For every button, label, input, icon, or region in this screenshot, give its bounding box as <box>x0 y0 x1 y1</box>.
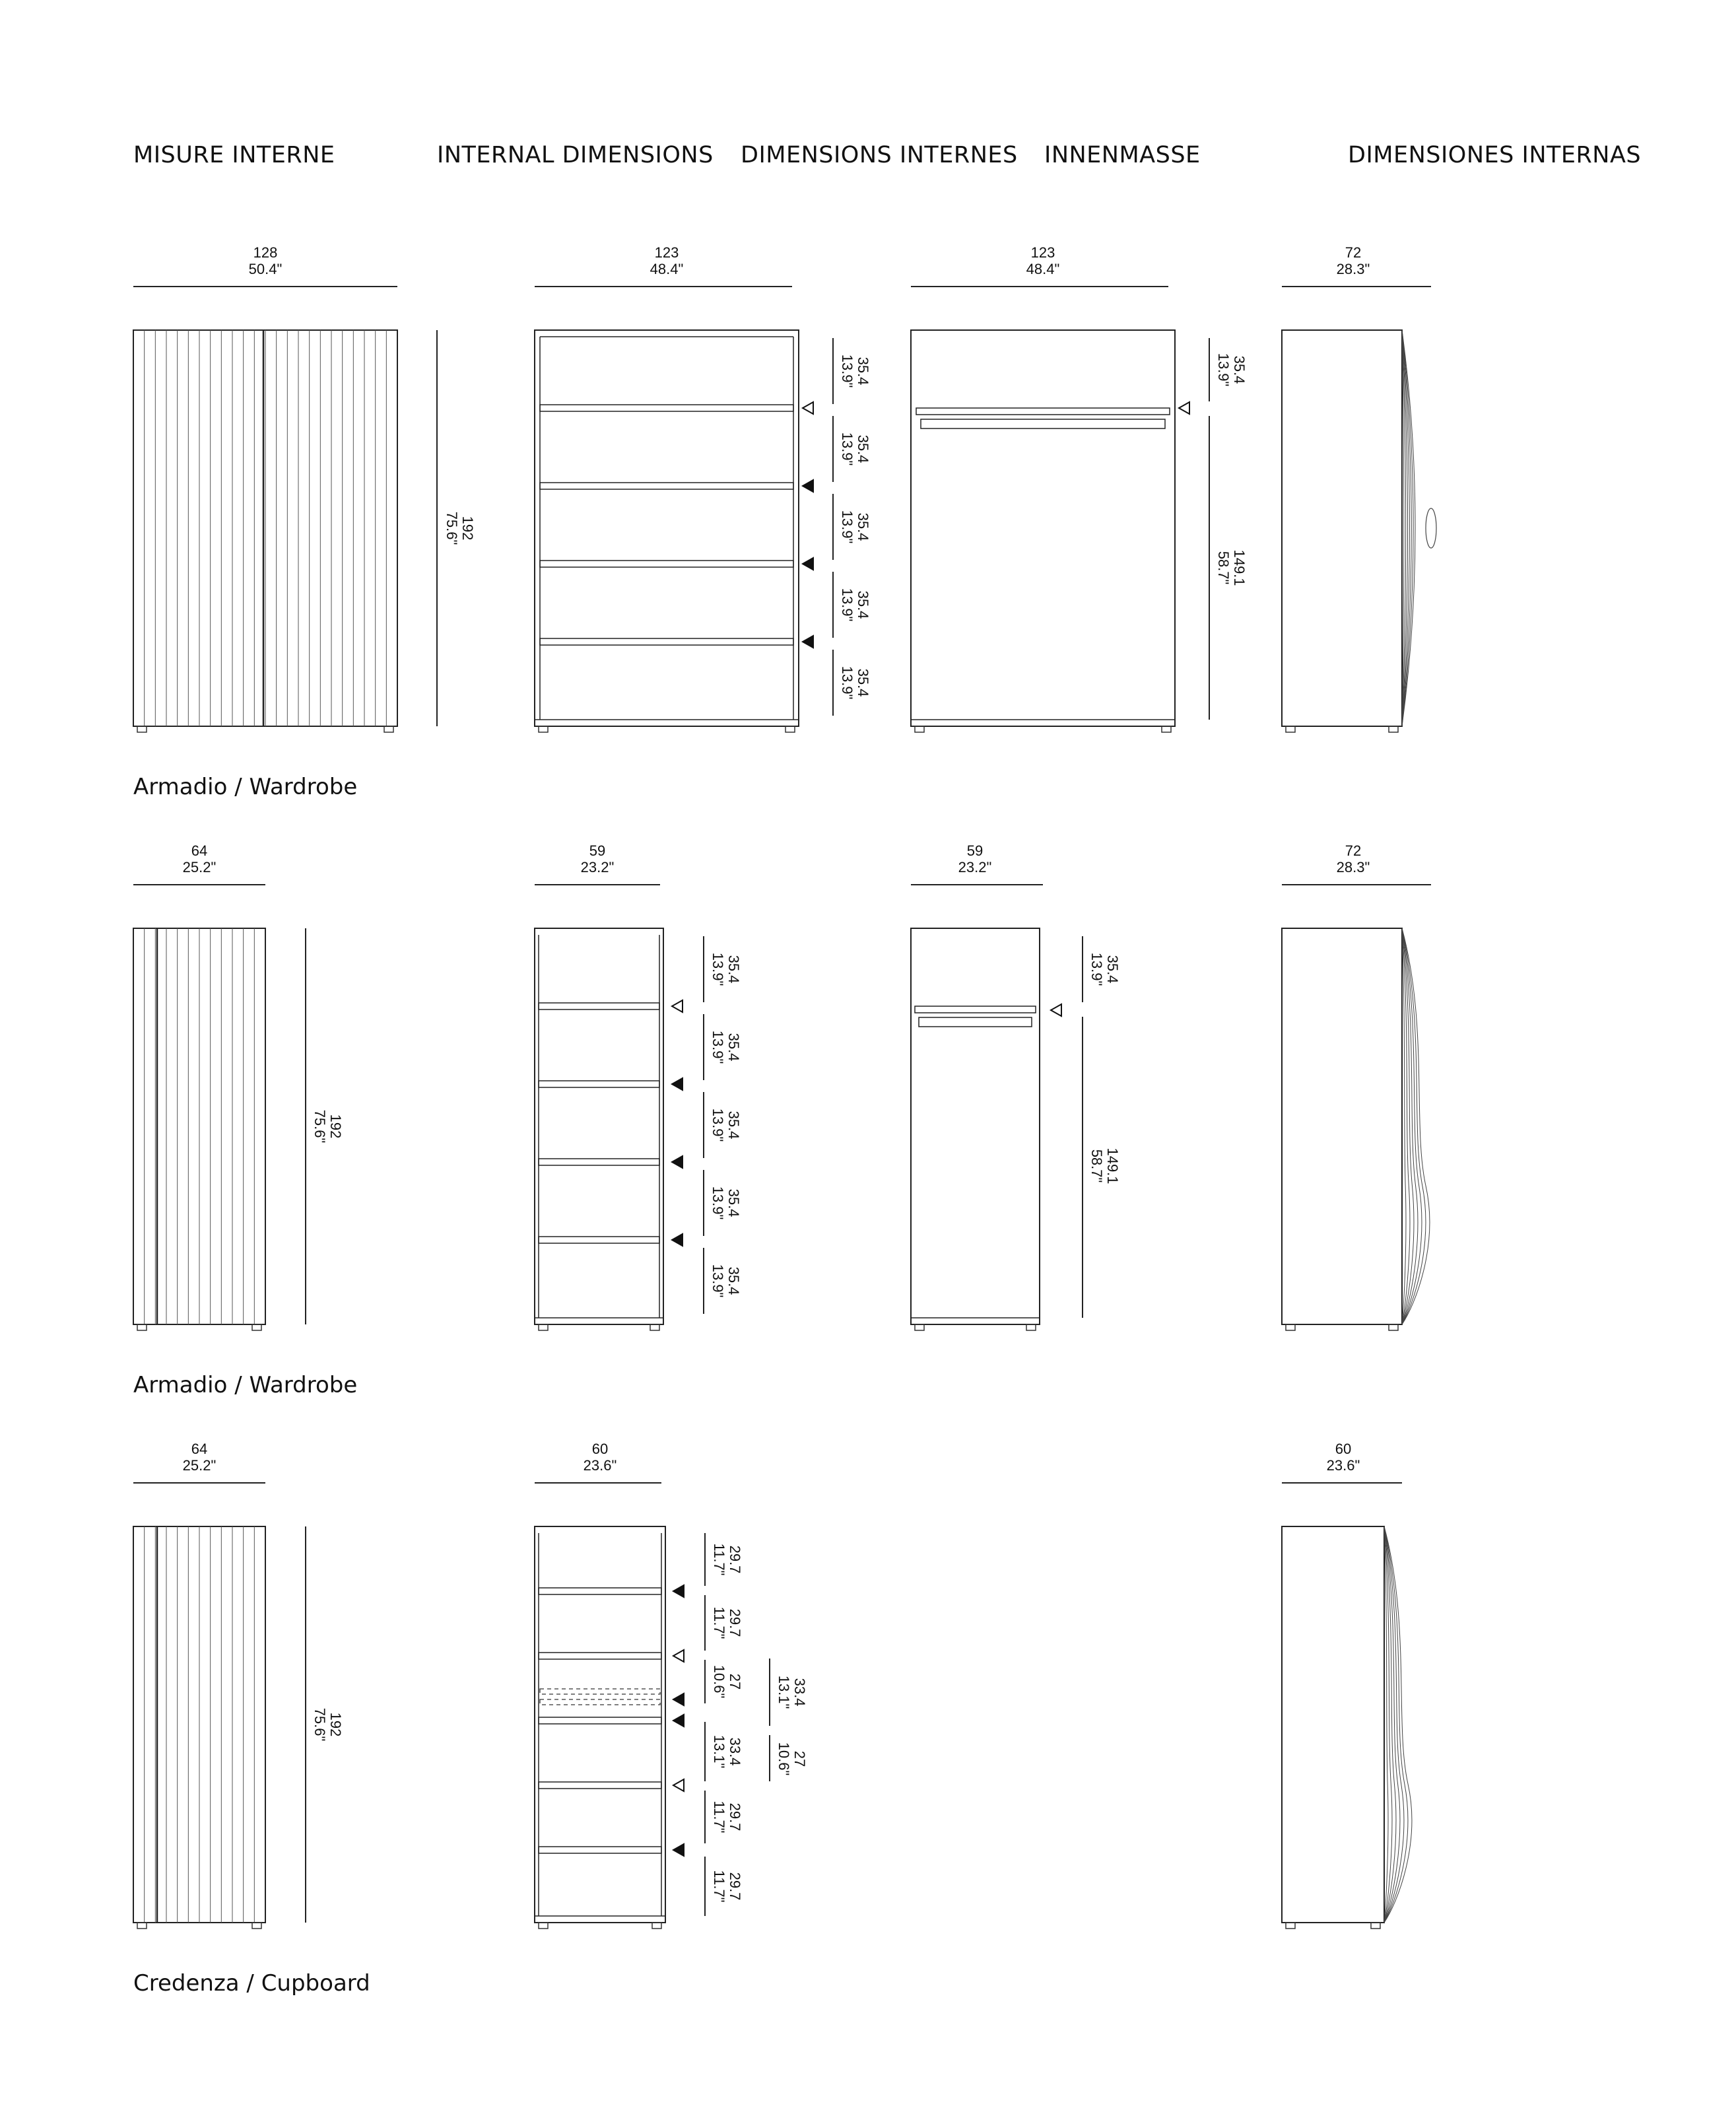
wardrobe-small-height-label-cm: 192 <box>327 1114 344 1139</box>
foot <box>1286 726 1295 732</box>
wardrobe-small-hanging-body <box>911 928 1040 1324</box>
cupboard-shelving-width-cm: 60 <box>591 1441 609 1457</box>
wardrobe-large-shelf <box>540 638 793 645</box>
wardrobe-large-hanging-dim-bottom-inch: 58.7" <box>1215 551 1232 585</box>
foot <box>650 1324 659 1330</box>
cupboard-shelving-body <box>535 1526 665 1923</box>
foot <box>252 1923 261 1929</box>
wardrobe-small-hanging-dim-bottom-cm: 149.1 <box>1104 1147 1121 1184</box>
wardrobe-large-hanging-width-cm: 123 <box>1030 244 1055 261</box>
cupboard-alt-arrow <box>673 1693 684 1705</box>
cupboard-side-curve <box>1384 1526 1412 1923</box>
header-internal-dimensions: INTERNAL DIMENSIONS <box>437 142 714 168</box>
wardrobe-small-shelf-dim-cm: 35.4 <box>725 1033 742 1062</box>
wardrobe-large-shelf-dim-cm: 35.4 <box>855 512 871 541</box>
wardrobe-small-hanging-dim-top-inch: 13.9" <box>1088 952 1105 986</box>
wardrobe-small-hanging-dim-bottom <box>1088 1147 1121 1184</box>
cupboard-shelving-width-inch: 23.6" <box>583 1457 617 1474</box>
wardrobe-large-shelf-dim-cm: 35.4 <box>855 434 871 463</box>
wardrobe-small-shelf-arrow <box>672 1000 683 1012</box>
cupboard-alt-dim-top-cm: 33.4 <box>791 1678 808 1707</box>
wardrobe-small-shelf-dim-cm: 35.4 <box>725 955 742 984</box>
wardrobe-large-shelving-width-cm: 123 <box>654 244 679 261</box>
wardrobe-small-shelf-dim <box>710 1031 742 1064</box>
wardrobe-large-width-inch: 50.4" <box>248 261 283 277</box>
wardrobe-large-side-width-cm: 72 <box>1345 244 1362 261</box>
wardrobe-small-height-label <box>312 1110 344 1144</box>
wardrobe-small-shelf-dim-cm: 35.4 <box>725 1188 742 1217</box>
cupboard-shelf <box>539 1588 661 1594</box>
wardrobe-large-height-label <box>444 512 476 545</box>
foot <box>1162 726 1171 732</box>
cupboard-side-width-cm: 60 <box>1335 1441 1352 1457</box>
wardrobe-small-shelf-arrow <box>672 1234 683 1246</box>
foot <box>137 1923 147 1929</box>
wardrobe-small-width-cm: 64 <box>191 842 208 859</box>
wardrobe-small-hanging-dim-top <box>1088 953 1121 986</box>
wardrobe-small-shelf <box>539 1159 659 1165</box>
wardrobe-large-shelf-dim-inch: 13.9" <box>839 432 855 466</box>
cupboard-shelf <box>539 1847 661 1853</box>
wardrobe-large-shelf-dim-inch: 13.9" <box>839 510 855 544</box>
cupboard-shelf-dim-inch: 11.7" <box>711 1606 727 1639</box>
wardrobe-small-hanging-dim-top-cm: 35.4 <box>1104 955 1121 984</box>
wardrobe-large-height-label-cm: 192 <box>459 516 476 541</box>
foot <box>252 1324 261 1330</box>
header-dimensions-internes: DIMENSIONS INTERNES <box>741 142 1018 168</box>
foot <box>1389 726 1398 732</box>
wardrobe-large-hanging-dim-top-inch: 13.9" <box>1215 353 1232 387</box>
cupboard-shelf-arrow <box>673 1844 684 1856</box>
wardrobe-small-shelving-body <box>535 928 663 1324</box>
cupboard-height-label <box>312 1708 344 1742</box>
foot <box>137 1324 147 1330</box>
wardrobe-small-hanging-arrow <box>1051 1004 1061 1016</box>
wardrobe-small-hanging-width-cm: 59 <box>966 842 984 859</box>
cupboard-alt-dim-bottom-cm: 27 <box>791 1750 808 1767</box>
wardrobe-large-shelf-dim <box>839 355 871 388</box>
cupboard-alt-dim-bottom-inch: 10.6" <box>776 1742 792 1776</box>
wardrobe-large-shelf <box>540 483 793 489</box>
wardrobe-small-side-width-inch: 28.3" <box>1336 859 1370 875</box>
wardrobe-large-shelf-dim-cm: 35.4 <box>855 668 871 697</box>
wardrobe-small-shelf-dim-inch: 13.9" <box>710 1186 726 1220</box>
foot <box>539 1324 548 1330</box>
wardrobe-large-shelf-arrow <box>803 480 813 492</box>
wardrobe-small-hanging-width-inch: 23.2" <box>958 859 992 875</box>
wardrobe-large-hanging-width-inch: 48.4" <box>1026 261 1060 277</box>
cupboard-height-label-cm: 192 <box>327 1712 344 1737</box>
foot <box>1371 1923 1380 1929</box>
wardrobe-small-height-label-inch: 75.6" <box>312 1109 328 1144</box>
foot <box>652 1923 661 1929</box>
cupboard-shelf-dim-cm: 29.7 <box>727 1872 743 1901</box>
cupboard-shelf-arrow <box>673 1715 684 1727</box>
wardrobe-large-hanging-dim-bottom-cm: 149.1 <box>1231 549 1248 586</box>
wardrobe-large-shelving-body <box>535 330 799 726</box>
wardrobe-small-side-body <box>1282 928 1402 1324</box>
wardrobe-small-shelf-dim <box>710 953 742 986</box>
wardrobe-large-shelf <box>540 561 793 567</box>
cupboard-height-label-inch: 75.6" <box>312 1707 328 1742</box>
wardrobe-large-shelf-dim-inch: 13.9" <box>839 354 855 388</box>
wardrobe-large-side-curve <box>1402 330 1411 726</box>
header-innenmasse: INNENMASSE <box>1044 142 1201 168</box>
cupboard-alt-shelf-a <box>540 1689 660 1694</box>
cupboard-shelf-dim-cm: 33.4 <box>727 1737 743 1766</box>
wardrobe-small-shelf-arrow <box>672 1156 683 1168</box>
wardrobe-large-side-body <box>1282 330 1402 726</box>
foot <box>785 726 795 732</box>
cupboard-side-width-inch: 23.6" <box>1326 1457 1360 1474</box>
foot <box>915 1324 924 1330</box>
cupboard-alt-dim-top-inch: 13.1" <box>776 1675 792 1709</box>
cupboard-shelf <box>539 1782 661 1789</box>
wardrobe-small-shelf-dim <box>710 1109 742 1142</box>
cupboard-shelf-dim <box>711 1801 743 1833</box>
cupboard-shelf <box>539 1653 661 1659</box>
cupboard-width-cm: 64 <box>191 1441 208 1457</box>
wardrobe-large-shelf-dim <box>839 588 871 622</box>
wardrobe-large-hanging-dim-top-cm: 35.4 <box>1231 355 1248 384</box>
foot <box>539 726 548 732</box>
foot <box>539 1923 548 1929</box>
cupboard-shelf-dim <box>711 1870 743 1903</box>
foot <box>915 726 924 732</box>
wardrobe-large-height-label-inch: 75.6" <box>444 511 460 545</box>
wardrobe-small-shelf <box>539 1237 659 1243</box>
wardrobe-large-hanging-arrow <box>1179 402 1189 414</box>
cupboard-shelf-dim-cm: 29.7 <box>727 1802 743 1831</box>
wardrobe-small-hanging-rail <box>919 1017 1032 1027</box>
cupboard-alt-dim-bottom <box>776 1742 808 1776</box>
foot <box>137 726 147 732</box>
wardrobe-large-shelf <box>540 405 793 411</box>
wardrobe-large-shelf-dim <box>839 510 871 544</box>
cupboard-shelf-dim-inch: 11.7" <box>711 1870 727 1903</box>
wardrobe-large-shelf-arrow <box>803 402 813 414</box>
wardrobe-small-hanging-shelf <box>915 1006 1036 1013</box>
wardrobe-large-shelf-dim <box>839 666 871 700</box>
wardrobe-small-shelf <box>539 1081 659 1087</box>
cupboard-shelf-dim-cm: 29.7 <box>727 1608 743 1637</box>
foot <box>1389 1324 1398 1330</box>
cupboard-shelf <box>539 1717 661 1724</box>
wardrobe-small-shelf-dim-inch: 13.9" <box>710 1030 726 1064</box>
wardrobe-large-shelf-dim-inch: 13.9" <box>839 666 855 700</box>
wardrobe-small-shelf-dim-cm: 35.4 <box>725 1266 742 1295</box>
wardrobe-large-handle <box>1426 508 1436 548</box>
foot <box>1286 1923 1295 1929</box>
caption-wardrobe-small: Armadio / Wardrobe <box>133 1372 358 1398</box>
wardrobe-small-shelf-arrow <box>672 1078 683 1090</box>
cupboard-shelf-arrow <box>673 1585 684 1597</box>
cupboard-alt-dim-top <box>776 1676 808 1709</box>
wardrobe-large-width-cm: 128 <box>253 244 278 261</box>
wardrobe-small-side-width-cm: 72 <box>1345 842 1362 859</box>
wardrobe-large-hanging-body <box>911 330 1175 726</box>
cupboard-width-inch: 25.2" <box>182 1457 217 1474</box>
wardrobe-large-shelf-dim-cm: 35.4 <box>855 590 871 619</box>
cupboard-shelf-dim <box>711 1735 743 1769</box>
wardrobe-large-hanging-shelf <box>916 408 1170 415</box>
wardrobe-small-shelf-dim <box>710 1186 742 1220</box>
wardrobe-small-shelf-dim-inch: 13.9" <box>710 952 726 986</box>
cupboard-shelf-dim <box>711 1607 743 1639</box>
cupboard-alt-shelf-b <box>540 1699 660 1705</box>
header-misure-interne: MISURE INTERNE <box>133 142 335 168</box>
wardrobe-large-shelving-width-inch: 48.4" <box>650 261 684 277</box>
wardrobe-large-shelf-arrow <box>803 558 813 570</box>
wardrobe-small-side-curve <box>1402 928 1430 1324</box>
wardrobe-large-hanging-dim-top <box>1215 353 1248 387</box>
cupboard-shelf-arrow <box>673 1779 684 1791</box>
caption-wardrobe-large: Armadio / Wardrobe <box>133 774 358 800</box>
cupboard-shelf-dim-inch: 13.1" <box>711 1734 727 1769</box>
wardrobe-large-hanging-dim-bottom <box>1215 549 1248 586</box>
wardrobe-large-shelf-arrow <box>803 636 813 648</box>
header-dimensiones-internas: DIMENSIONES INTERNAS <box>1348 142 1642 168</box>
wardrobe-small-shelf-dim-inch: 13.9" <box>710 1264 726 1298</box>
cupboard-shelf-dim-inch: 10.6" <box>711 1664 727 1699</box>
cupboard-shelf-dim <box>711 1544 743 1576</box>
wardrobe-large-shelf-dim-cm: 35.4 <box>855 357 871 386</box>
cupboard-side-body <box>1282 1526 1384 1923</box>
cupboard-shelf-dim-inch: 11.7" <box>711 1543 727 1576</box>
wardrobe-small-shelf-dim <box>710 1264 742 1298</box>
foot <box>1026 1324 1036 1330</box>
wardrobe-small-shelving-width-cm: 59 <box>589 842 606 859</box>
foot <box>1286 1324 1295 1330</box>
wardrobe-large-shelf-dim <box>839 432 871 466</box>
wardrobe-small-shelving-width-inch: 23.2" <box>580 859 615 875</box>
wardrobe-small-width-inch: 25.2" <box>182 859 217 875</box>
wardrobe-small-shelf-dim-inch: 13.9" <box>710 1108 726 1142</box>
wardrobe-large-side-width-inch: 28.3" <box>1336 261 1370 277</box>
caption-cupboard: Credenza / Cupboard <box>133 1970 370 1997</box>
cupboard-shelf-dim-cm: 29.7 <box>727 1545 743 1574</box>
cupboard-shelf-dim-cm: 27 <box>727 1673 743 1690</box>
wardrobe-small-shelf <box>539 1003 659 1009</box>
wardrobe-small-hanging-dim-bottom-inch: 58.7" <box>1088 1149 1105 1183</box>
foot <box>384 726 393 732</box>
cupboard-shelf-arrow <box>673 1650 684 1662</box>
cupboard-shelf-dim-inch: 11.7" <box>711 1800 727 1833</box>
wardrobe-small-shelf-dim-cm: 35.4 <box>725 1111 742 1140</box>
wardrobe-large-shelf-dim-inch: 13.9" <box>839 588 855 622</box>
cupboard-shelf-dim <box>711 1665 743 1699</box>
wardrobe-large-hanging-rail <box>921 419 1165 428</box>
